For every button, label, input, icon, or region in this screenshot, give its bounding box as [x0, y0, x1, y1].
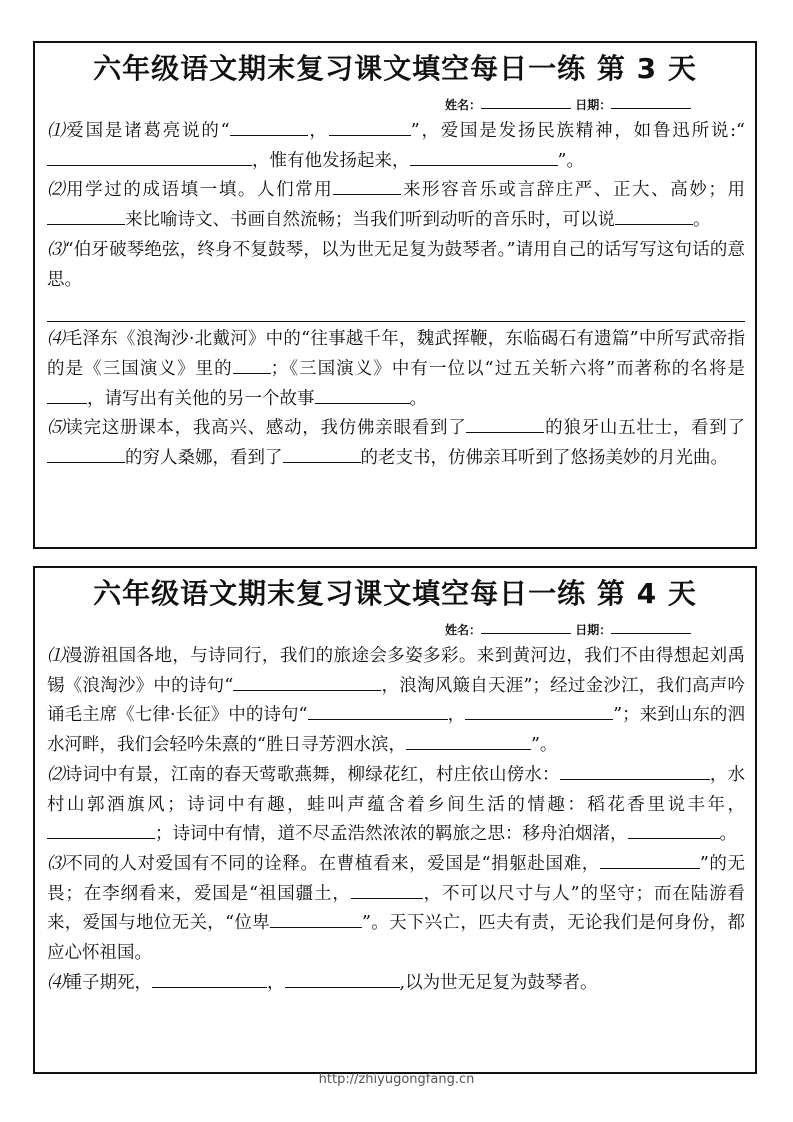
answer-blank[interactable] — [333, 178, 401, 195]
question-number: ⑴ — [47, 646, 65, 666]
question-3 — [47, 850, 745, 969]
question-text: 用学过的成语填一填。人们常用 — [66, 180, 334, 201]
question-text: ”。天下兴亡，匹夫有责，无论我们是何身份，都应心怀祖国。 — [47, 913, 745, 964]
answer-blank[interactable] — [628, 822, 720, 839]
answer-blank[interactable] — [560, 763, 710, 780]
date-blank[interactable] — [611, 621, 691, 634]
worksheet-title: 六年级语文期末复习课文填空每日一练 第 4 天 — [93, 577, 697, 610]
questions — [47, 642, 745, 998]
question-text: 读完这册课本，我高兴、感动，我仿佛亲眼看到了 — [65, 418, 467, 439]
question-text: 的狼牙山五壮士，看到了 — [544, 418, 746, 439]
question-text: ，不可以尺寸与人”的坚守；而在陆游看来，爱国与地位无关，“位卑 — [47, 883, 745, 934]
answer-blank[interactable] — [233, 674, 381, 691]
answer-blank[interactable] — [285, 971, 400, 988]
question-text: 的老支书，仿佛亲耳听到了悠扬美妙的月光曲。 — [360, 448, 728, 469]
question-text: 来形容音乐或言辞庄严、正大、高妙；用 — [401, 180, 746, 201]
name-blank[interactable] — [481, 96, 571, 109]
question-number: ⑷ — [47, 972, 65, 993]
answer-blank[interactable] — [410, 149, 558, 166]
question-number: ⑴ — [47, 121, 67, 141]
name-label: 姓名： — [445, 98, 482, 112]
answer-blank[interactable] — [406, 733, 531, 750]
answer-blank[interactable] — [270, 911, 362, 928]
question-text: 诗词中有景，江南的春天莺歌燕舞，柳绿花红，村庄依山傍水： — [64, 764, 560, 785]
answer-blank[interactable] — [315, 387, 410, 404]
question-4 — [47, 969, 745, 999]
date-blank[interactable] — [611, 96, 691, 109]
answer-blank[interactable] — [47, 387, 87, 404]
answer-blank[interactable] — [466, 416, 544, 433]
answer-line[interactable] — [47, 295, 745, 322]
question-text: ”。 — [530, 735, 558, 756]
question-number: ⑵ — [47, 180, 67, 201]
question-text: 。 — [409, 388, 427, 409]
answer-blank[interactable] — [230, 119, 308, 136]
question-number: ⑷ — [47, 329, 65, 350]
question-number: ⑶ — [47, 853, 66, 874]
question-text: 。 — [719, 824, 737, 845]
question-text: 来比喻诗文、书画自然流畅；当我们听到动听的音乐时，可以说 — [125, 210, 615, 231]
question-text: ，浪淘风簸自天涯”；经过金沙江，我们高声吟诵毛主席《七律·长征》中的诗句“ — [47, 675, 745, 726]
question-2 — [47, 176, 745, 235]
question-3 — [47, 236, 745, 295]
answer-blank[interactable] — [47, 446, 125, 463]
name-date-row — [445, 621, 691, 638]
question-4 — [47, 325, 745, 414]
answer-blank[interactable] — [615, 208, 693, 225]
date-label: 日期： — [575, 98, 612, 112]
answer-blank[interactable] — [233, 357, 271, 374]
question-text: 锺子期死， — [64, 972, 152, 993]
question-text: ；诗词中有情，道不尽孟浩然浓浓的羁旅之思：移舟泊烟渚， — [155, 824, 628, 845]
question-text: ,以为世无足复为鼓琴者。 — [399, 972, 598, 993]
question-text: 爱国是诸葛亮说的“ — [66, 121, 230, 141]
question-text: ，请写出有关他的另一个故事 — [87, 388, 315, 409]
footer-url: http://zhiyugongfang.cn — [318, 1072, 475, 1087]
question-text: 漫游祖国各地，与诗同行，我们的旅途会多姿多彩。来到黄河边，我们不由得想起刘禹锡《浪淘沙》中的诗句“ — [47, 646, 746, 696]
question-number: ⑶ — [47, 239, 65, 260]
answer-blank[interactable] — [329, 119, 411, 136]
question-text: ， — [307, 121, 329, 141]
name-label: 姓名： — [445, 623, 482, 637]
question-text: ”，爱国是发扬民族精神，如鲁迅所说:“ — [410, 121, 745, 141]
date-label: 日期： — [575, 623, 612, 637]
name-date-row — [445, 96, 691, 113]
answer-blank[interactable] — [47, 149, 252, 166]
answer-blank[interactable] — [283, 446, 361, 463]
question-number: ⑵ — [47, 764, 65, 785]
question-text: ”。 — [557, 150, 584, 171]
question-text: ， — [267, 972, 285, 993]
answer-blank[interactable] — [308, 703, 448, 720]
question-5 — [47, 414, 745, 473]
answer-blank[interactable] — [600, 852, 700, 869]
question-text: 。 — [693, 210, 711, 231]
question-text: ， — [447, 705, 466, 726]
questions — [47, 117, 745, 474]
question-text: 毛泽东《浪淘沙·北戴河》中的“往事越千年，魏武挥鞭，东临碣石有遗篇”中所写武帝指的是《三国演义》里的 — [47, 329, 746, 379]
answer-blank[interactable] — [47, 822, 155, 839]
question-text: “伯牙破琴绝弦，终身不复鼓琴，以为世无足复为鼓琴者。”请用自己的话写写这句话的意思。 — [47, 239, 746, 290]
worksheet-day-4 — [33, 566, 757, 1074]
question-text: ，惟有他发扬起来， — [252, 150, 410, 171]
question-2 — [47, 761, 745, 850]
worksheet-title: 六年级语文期末复习课文填空每日一练 第 3 天 — [93, 52, 697, 85]
name-blank[interactable] — [481, 621, 571, 634]
question-text: ”；来到山东的泗水河畔，我们会轻吟朱熹的“胜日寻芳泗水滨， — [47, 705, 746, 756]
worksheet-day-3 — [33, 41, 757, 549]
question-text: ，水村山郭酒旗风；诗词中有趣，蛙叫声蕴含着乡间生活的情趣：稻花香里说丰年， — [47, 764, 746, 815]
question-text: ；《三国演义》中有一位以“过五关斩六将”而著称的名将是 — [270, 358, 745, 379]
question-text: 不同的人对爱国有不同的诠释。在曹植看来，爱国是“捐躯赴国难， — [65, 853, 600, 874]
answer-blank[interactable] — [152, 971, 267, 988]
answer-blank[interactable] — [351, 882, 423, 899]
answer-blank[interactable] — [47, 208, 125, 225]
question-1 — [47, 642, 745, 761]
question-1 — [47, 117, 745, 176]
question-text: ”的无畏；在李纲看来，爱国是“祖国疆土， — [47, 853, 745, 904]
question-number: ⑸ — [47, 418, 66, 439]
answer-blank[interactable] — [465, 703, 613, 720]
question-text: 的穷人桑娜，看到了 — [125, 448, 283, 469]
